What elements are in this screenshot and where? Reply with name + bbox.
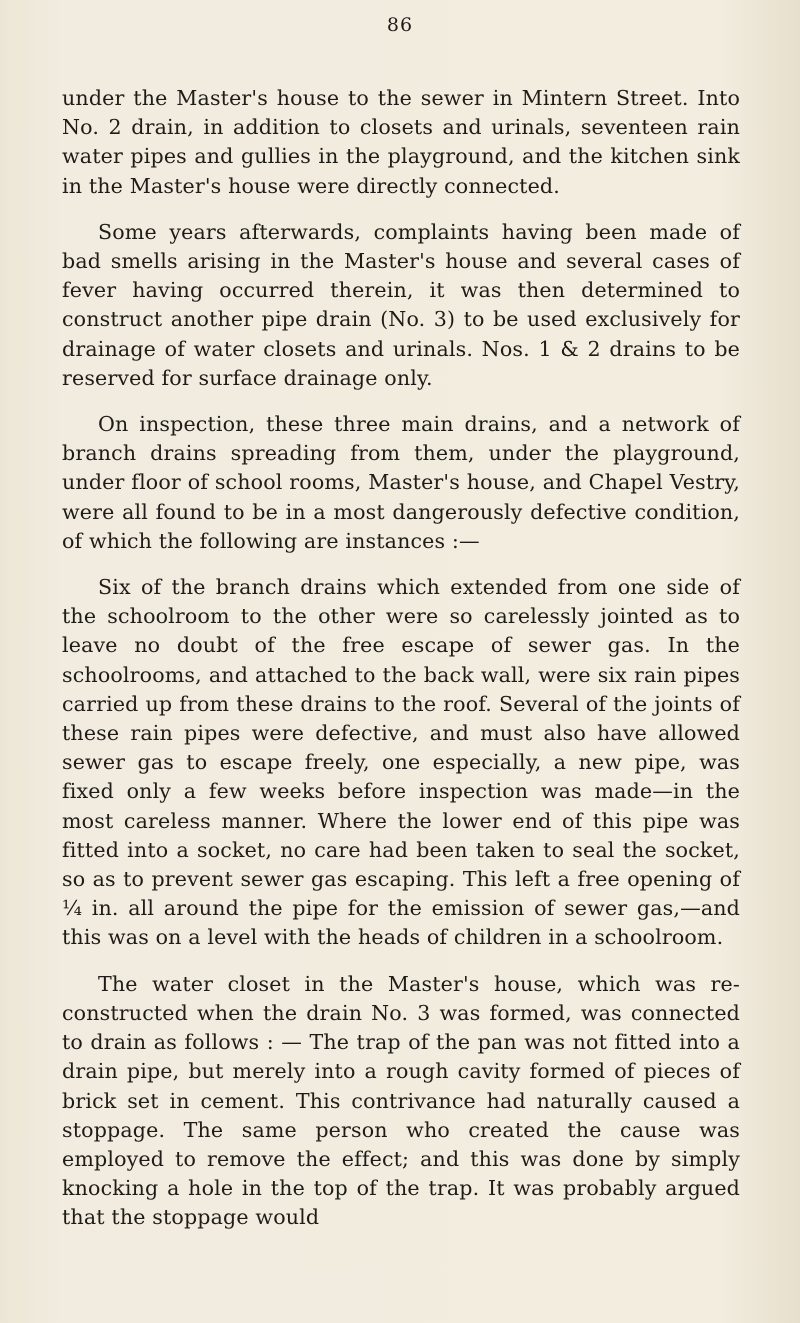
paragraph-continuation: under the Master's house to the sewer in Mintern Street. Into No. 2 drain, in addition to closets and urinals, seventeen rain water pipes and gullies in the playground, and the kitchen sink in the Master's house were directly connected. bbox=[62, 86, 740, 198]
paragraph-complaints: Some years afterwards, complaints having been made of bad smells arising in the Master's house and several cases of fever having occurred therein, it was then determined to construct another pipe drain (No. 3) to be used exclusively for drainage of water closets and urinals. Nos. 1 & 2 drains to be reserved for surface drainage only. bbox=[62, 219, 740, 390]
paragraph-branch-drains: Six of the branch drains which extended from one side of the schoolroom to the other were so carelessly jointed as to leave no doubt of the free escape of sewer gas. In the schoolrooms, and attached to the back wall, were six rain pipes carried up from these drains to the roof. Several of the joints of these rain pipes were defective, and must also have allowed sewer gas to escape freely, one especially, a new pipe, was fixed only a few weeks before inspection was made—in the most careless manner. Where the lower end of this pipe was fitted into a socket, no care had been taken to seal the socket, so as to prevent sewer gas escaping. This left a free opening of ¼ in. all around the pipe for the emission of sewer gas,—and this was on a level with the heads of children in a schoolroom. bbox=[62, 575, 740, 950]
body-text bbox=[62, 84, 740, 1250]
paragraph-inspection: On inspection, these three main drains, and a network of branch drains spreading from them, under the playground, under floor of school rooms, Master's house, and Chapel Vestry, were all found to be in a most dangerously defective condition, of which the following are instances :— bbox=[62, 412, 740, 553]
paragraph-water-closet: The water closet in the Master's house, which was re-constructed when the drain No. 3 was formed, was connected to drain as follows : — The trap of the pan was not fitted into a drain pipe, but merely into a rough cavity formed of pieces of brick set in cement. This contrivance had naturally caused a stoppage. The same person who created the cause was employed to remove the effect; and this was done by simply knocking a hole in the top of the trap. It was probably argued that the stoppage would bbox=[62, 971, 740, 1230]
page-number: 86 bbox=[386, 14, 414, 36]
